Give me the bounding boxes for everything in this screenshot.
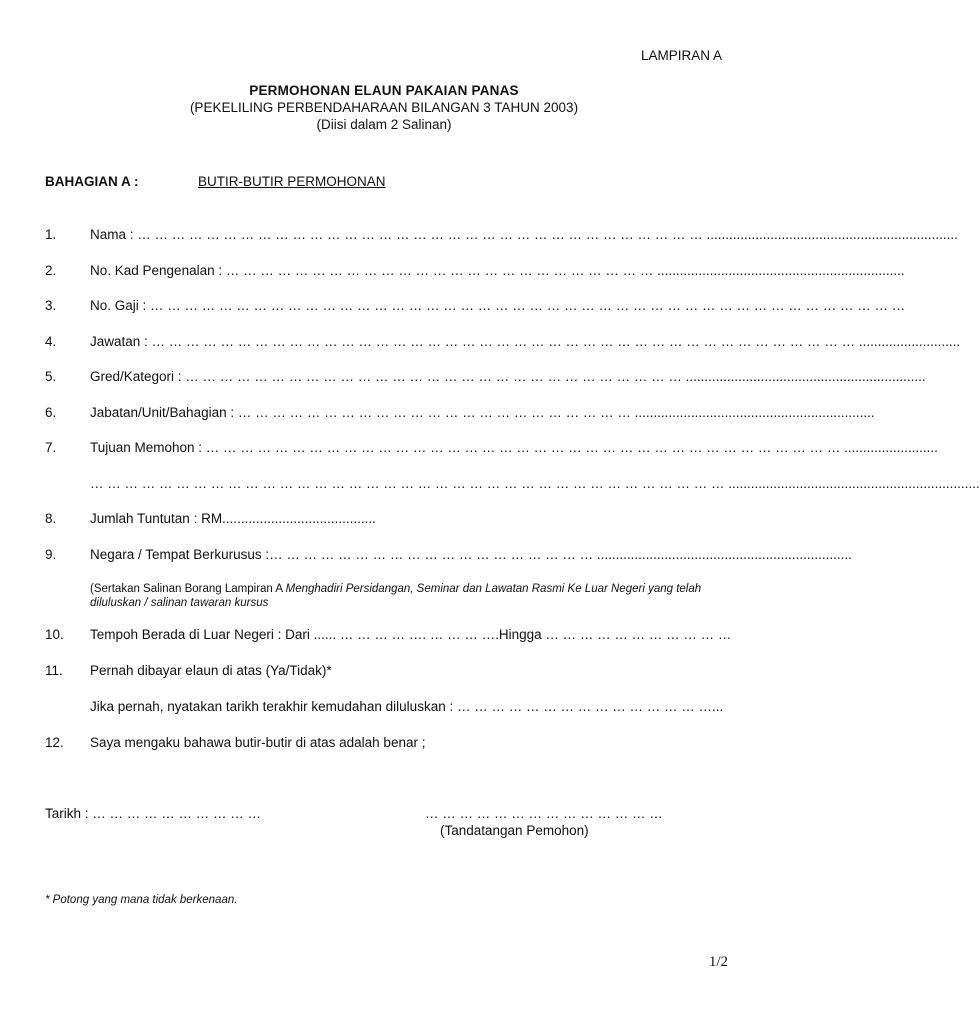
signature-label: (Tandatangan Pemohon) <box>440 823 589 838</box>
item-number: 2. <box>45 263 57 278</box>
section-title: BUTIR-BUTIR PERMOHONAN <box>198 174 386 189</box>
field-tarikh-terakhir[interactable]: Jika pernah, nyatakan tarikh terakhir kemudahan diluluskan : … … … … … … … … … … … … … … …... <box>90 699 724 714</box>
copies-note: (Diisi dalam 2 Salinan) <box>316 117 452 132</box>
item-number: 10. <box>45 627 64 642</box>
field-tujuan[interactable]: Tujuan Memohon : … … … … … … … … … … … … … … … … … … … … … … … … … … … … … … … … … … … … … ......................... <box>90 440 938 455</box>
field-jabatan[interactable]: Jabatan/Unit/Bahagian : … … … … … … … … … … … … … … … … … … … … … … … ................................................................ <box>90 405 875 420</box>
item-number: 3. <box>45 298 57 313</box>
attachment-note <box>90 582 720 610</box>
item-number: 5. <box>45 369 57 384</box>
field-jawatan[interactable]: Jawatan : … … … … … … … … … … … … … … … … … … … … … … … … … … … … … … … … … … … … … … … … … ........................... <box>90 334 961 349</box>
field-tempoh[interactable]: Tempoh Berada di Luar Negeri : Dari ...... … … … … …. … … … ….Hingga … … … … … … … … … … … <box>90 627 732 642</box>
field-tujuan-continued[interactable]: … … … … … … … … … … … … … … … … … … … … … … … … … … … … … … … … … … … … … ................................................................... <box>90 476 980 491</box>
declaration-text: Saya mengaku bahawa butir-butir di atas adalah benar ; <box>90 735 426 750</box>
footnote: * Potong yang mana tidak berkenaan. <box>45 894 238 906</box>
item-number: 6. <box>45 405 57 420</box>
item-number: 7. <box>45 440 57 455</box>
field-pernah-dibayar[interactable]: Pernah dibayar elaun di atas (Ya/Tidak)* <box>90 663 332 678</box>
lampiran-label: LAMPIRAN A <box>640 48 722 63</box>
item-number: 1. <box>45 227 57 242</box>
signature-line[interactable]: … … … … … … … … … … … … … … <box>425 806 663 821</box>
item-number: 9. <box>45 547 57 562</box>
item-number: 12. <box>45 735 64 750</box>
field-gred-kategori[interactable]: Gred/Kategori : … … … … … … … … … … … … … … … … … … … … … … … … … … … … … ................................................................ <box>90 369 926 384</box>
page-number: 1/2 <box>708 954 728 970</box>
item-number: 11. <box>45 663 63 678</box>
section-label: BAHAGIAN A : <box>45 174 139 189</box>
field-tarikh[interactable]: Tarikh : … … … … … … … … … … <box>45 806 262 821</box>
form-subtitle: (PEKELILING PERBENDAHARAAN BILANGAN 3 TAHUN 2003) <box>189 100 579 115</box>
field-jumlah-tuntutan[interactable]: Jumlah Tuntutan : RM......................................... <box>90 511 376 526</box>
field-no-gaji[interactable]: No. Gaji : … … … … … … … … … … … … … … … … … … … … … … … … … … … … … … … … … … … … … … … … … … … … <box>90 298 906 313</box>
note-italic: Menghadiri Persidangan, Seminar dan Lawatan Rasmi Ke Luar Negeri yang telah diluluskan / salinan tawaran kursus <box>90 583 702 609</box>
field-kad-pengenalan[interactable]: No. Kad Pengenalan : … … … … … … … … … … … … … … … … … … … … … … … … … .................................................................. <box>90 263 905 278</box>
form-title: PERMOHONAN ELAUN PAKAIAN PANAS <box>249 83 519 98</box>
field-nama[interactable]: Nama : … … … … … … … … … … … … … … … … … … … … … … … … … … … … … … … … … ................................................................... <box>90 227 958 242</box>
field-negara-tempat[interactable]: Negara / Tempat Berkurusus :… … … … … … … … … … … … … … … … … … … .................................................................... <box>90 547 852 562</box>
item-number: 8. <box>45 511 57 526</box>
item-number: 4. <box>45 334 57 349</box>
note-prefix: (Sertakan Salinan Borang Lampiran A <box>90 583 286 595</box>
form-header <box>0 82 768 133</box>
